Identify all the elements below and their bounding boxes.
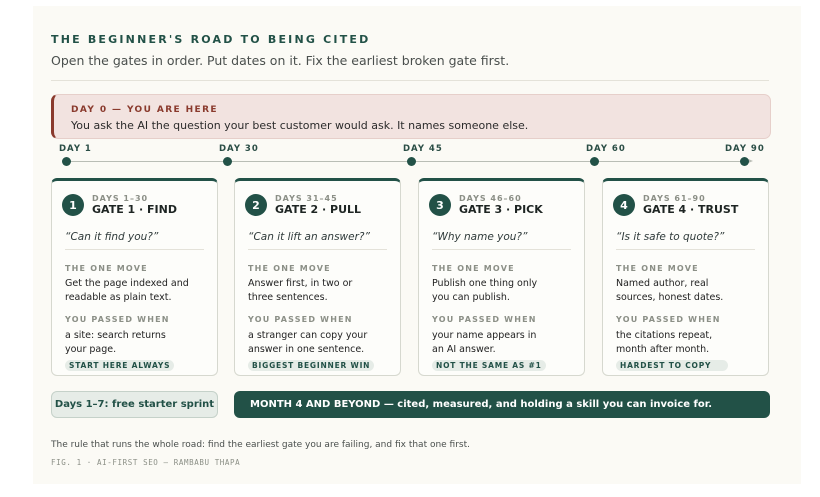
gate-number-badge: 2 <box>245 194 267 216</box>
banner-text: You ask the AI the question your best customer would ask. It names someone else. <box>71 119 529 132</box>
gate-tag-chip: NOT THE SAME AS #1 <box>432 360 546 371</box>
gate-card-3 <box>418 178 585 376</box>
passed-label: YOU PASSED WHEN <box>65 315 170 324</box>
gate-divider <box>616 249 755 250</box>
move-text <box>616 277 764 305</box>
timeline-dot-day-60 <box>590 157 599 166</box>
timeline-label-day-90: DAY 90 <box>725 144 765 154</box>
gate-divider <box>248 249 387 250</box>
move-text-line-1: Get the page indexed and <box>65 278 189 289</box>
passed-text <box>432 329 580 357</box>
move-text-line-1: Named author, real <box>616 278 709 289</box>
gate-days: DAYS 61–90 <box>643 194 706 203</box>
gate-title: GATE 4 · TRUST <box>643 203 739 216</box>
gate-tag-chip: START HERE ALWAYS <box>65 360 174 371</box>
passed-text <box>65 329 213 357</box>
move-text-line-2: sources, honest dates. <box>616 292 724 303</box>
figure-caption: FIG. 1 · AI-FIRST SEO — RAMBABU THAPA <box>51 458 241 467</box>
passed-text-line-1: the citations repeat, <box>616 330 713 341</box>
passed-text-line-2: month after month. <box>616 344 710 355</box>
diagram-subtitle: Open the gates in order. Put dates on it. Fix the earliest broken gate first. <box>51 53 510 68</box>
passed-text-line-2: an AI answer. <box>432 344 496 355</box>
diagram-kicker-title: THE BEGINNER'S ROAD TO BEING CITED <box>51 33 371 46</box>
timeline-dot-day-45 <box>407 157 416 166</box>
day-zero-banner <box>51 94 771 139</box>
gate-days: DAYS 46–60 <box>459 194 522 203</box>
passed-text-line-1: your name appears in <box>432 330 537 341</box>
gate-number-badge: 4 <box>613 194 635 216</box>
passed-label: YOU PASSED WHEN <box>616 315 721 324</box>
diagram-canvas <box>33 6 801 484</box>
gate-question: “Is it safe to quote?” <box>616 231 725 243</box>
move-label: THE ONE MOVE <box>432 264 515 273</box>
header-divider <box>51 80 769 81</box>
move-label: THE ONE MOVE <box>65 264 148 273</box>
move-text-line-1: Answer first, in two or <box>248 278 353 289</box>
gate-tag-chip: HARDEST TO COPY <box>616 360 728 371</box>
move-text <box>432 277 580 305</box>
move-text-line-1: Publish one thing only <box>432 278 538 289</box>
move-label: THE ONE MOVE <box>248 264 331 273</box>
timeline-dot-day-1 <box>62 157 71 166</box>
gate-card-2 <box>234 178 401 376</box>
gate-days: DAYS 1–30 <box>92 194 149 203</box>
passed-text-line-2: your page. <box>65 344 117 355</box>
timeline-dot-day-30 <box>223 157 232 166</box>
month-four-bar: MONTH 4 AND BEYOND — cited, measured, and holding a skill you can invoice for. <box>234 391 770 418</box>
gate-days: DAYS 31–45 <box>275 194 338 203</box>
gate-question: “Can it find you?” <box>65 231 159 243</box>
move-text-line-2: three sentences. <box>248 292 328 303</box>
passed-text-line-1: a stranger can copy your <box>248 330 368 341</box>
timeline-dot-day-90 <box>740 157 749 166</box>
move-text-line-2: you can publish. <box>432 292 510 303</box>
gate-divider <box>65 249 204 250</box>
gate-divider <box>432 249 571 250</box>
footer-rule-text: The rule that runs the whole road: find the earliest gate you are failing, and fix that one first. <box>51 440 471 450</box>
gate-number-badge: 3 <box>429 194 451 216</box>
move-text-line-2: readable as plain text. <box>65 292 172 303</box>
gate-card-1 <box>51 178 218 376</box>
passed-text-line-2: answer in one sentence. <box>248 344 365 355</box>
gate-number-badge: 1 <box>62 194 84 216</box>
passed-text <box>248 329 396 357</box>
move-text <box>65 277 213 305</box>
passed-text <box>616 329 764 357</box>
gate-tag-chip: BIGGEST BEGINNER WIN <box>248 360 374 371</box>
passed-label: YOU PASSED WHEN <box>248 315 353 324</box>
gate-title: GATE 1 · FIND <box>92 203 177 216</box>
gate-question: “Can it lift an answer?” <box>248 231 370 243</box>
timeline-label-day-45: DAY 45 <box>403 144 443 154</box>
timeline-label-day-1: DAY 1 <box>59 144 92 154</box>
timeline-line <box>66 161 746 162</box>
timeline-label-day-60: DAY 60 <box>586 144 626 154</box>
gate-question: “Why name you?” <box>432 231 528 243</box>
passed-label: YOU PASSED WHEN <box>432 315 537 324</box>
gate-card-4 <box>602 178 769 376</box>
starter-sprint-box: Days 1–7: free starter sprint <box>51 391 218 418</box>
timeline-label-day-30: DAY 30 <box>219 144 259 154</box>
passed-text-line-1: a site: search returns <box>65 330 166 341</box>
banner-label: DAY 0 — YOU ARE HERE <box>71 105 218 115</box>
gate-title: GATE 2 · PULL <box>275 203 362 216</box>
move-text <box>248 277 396 305</box>
move-label: THE ONE MOVE <box>616 264 699 273</box>
gate-title: GATE 3 · PICK <box>459 203 543 216</box>
